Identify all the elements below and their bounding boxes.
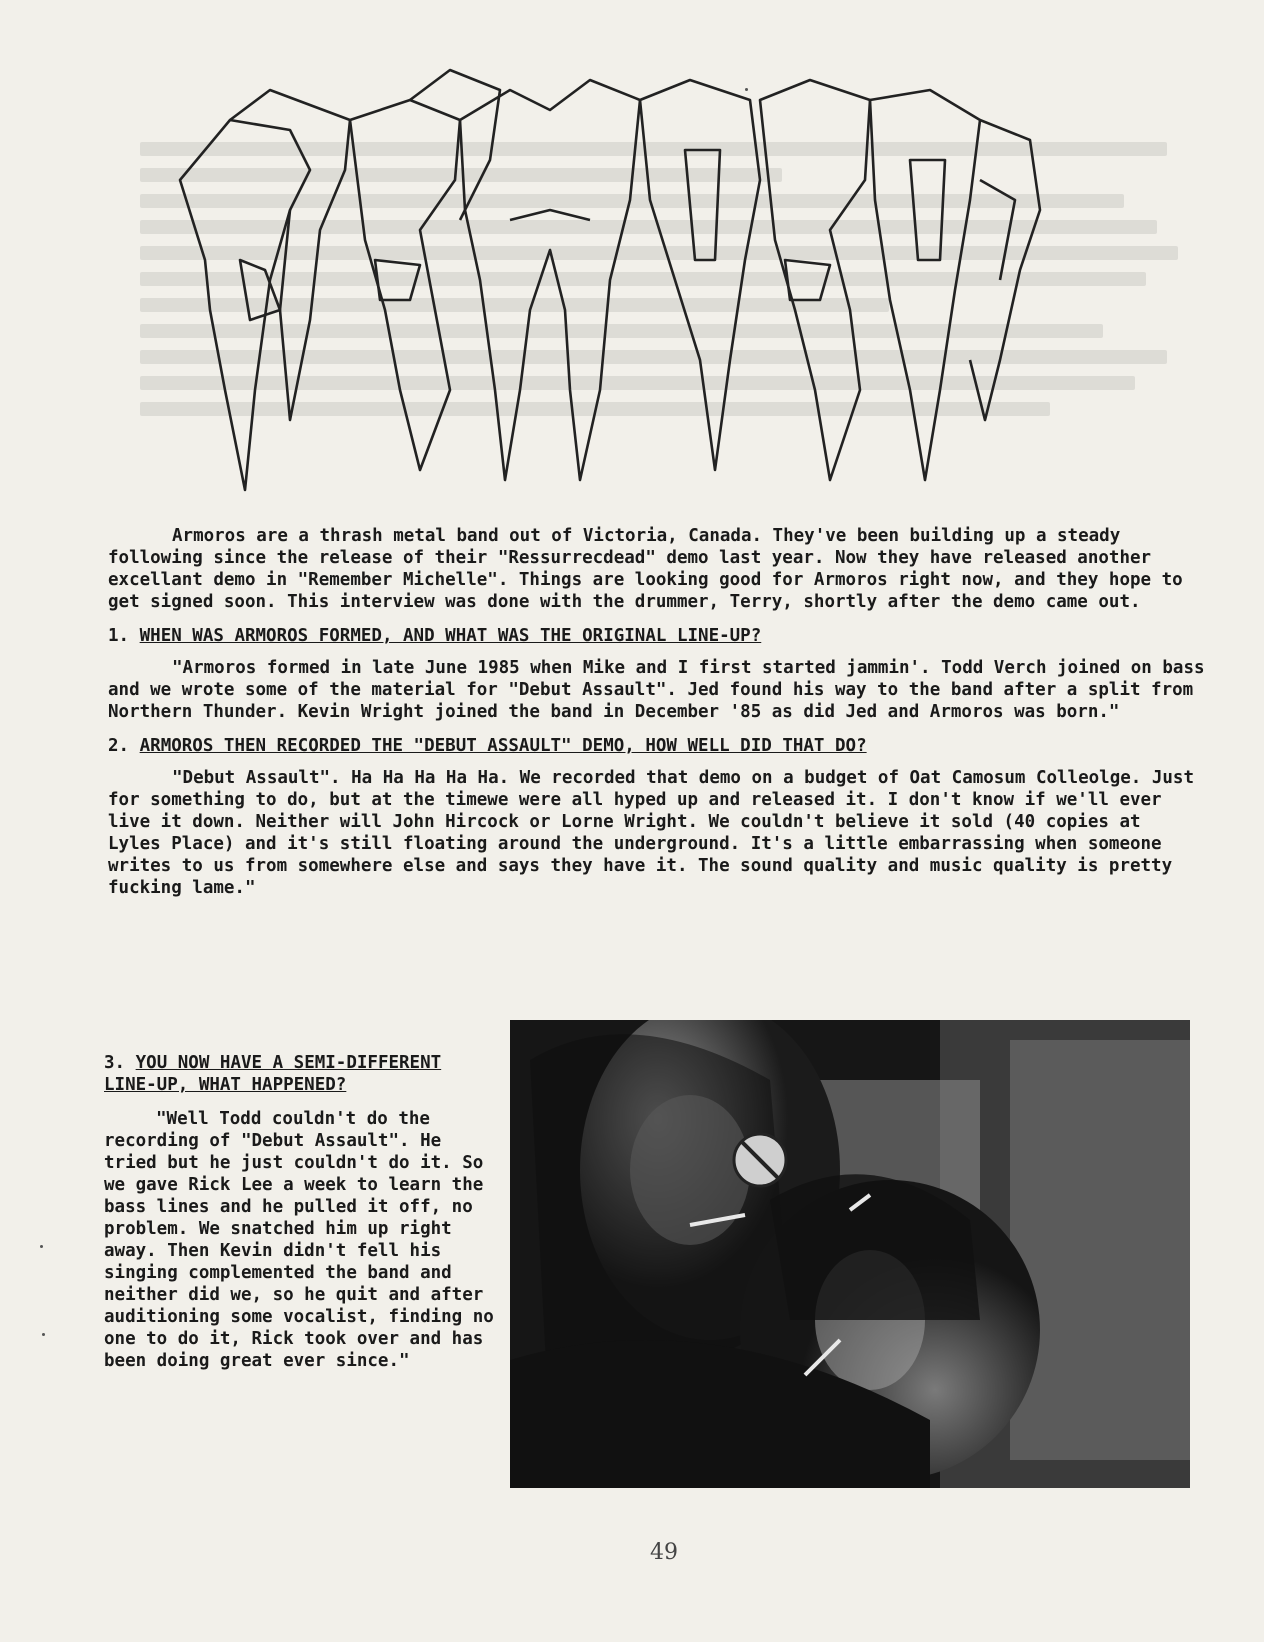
paper-speck <box>40 1245 43 1248</box>
question-3-text: YOU NOW HAVE A SEMI-DIFFERENT LINE-UP, WHAT HAPPENED? <box>104 1053 442 1095</box>
question-2-number: 2. <box>108 736 130 756</box>
armoros-logo <box>170 60 1050 530</box>
question-1-number: 1. <box>108 626 130 646</box>
question-1 <box>108 625 1218 647</box>
answer-2-text: "Debut Assault". Ha Ha Ha Ha Ha. We recorded that demo on a budget of Oat Camosum Colleolge. Just for something to do, but at the timewe were all hyped up and released it. I don't know if we'll ever live it down. Neither will John Hircock or Lorne Wright. We couldn't believe it sold (40 copies at Lyles Place) and it's still floating around the underground. It's a little embarrassing when someone writes to us from somewhere else and says they have it. The sound quality and music quality is pretty fucking lame." <box>108 768 1194 898</box>
intro-text: Armoros are a thrash metal band out of Victoria, Canada. They've been building up a steady following since the release of their "Ressurrecdead" demo last year. Now they have released another excellant demo in "Remember Michelle". Things are looking good for Armoros right now, and they hope to get signed soon. This interview was done with the drummer, Terry, shortly after the demo came out. <box>108 526 1183 612</box>
question-1-text: WHEN WAS ARMOROS FORMED, AND WHAT WAS THE ORIGINAL LINE-UP? <box>139 626 762 646</box>
question-3 <box>104 1052 504 1096</box>
answer-2 <box>108 767 1198 899</box>
paper-speck <box>42 1333 45 1336</box>
answer-3: "Well Todd couldn't do the recording of "Debut Assault". He tried but he just couldn't do it. So we gave Rick Lee a week to learn the bass lines and he pulled it off, no problem. We snatched him up right away. Then Kevin didn't fell his singing complemented the band and neither did we, so he quit and after auditioning some vocalist, finding no one to do it, Rick took over and has been doing great ever since." <box>104 1109 494 1371</box>
question-2 <box>108 735 1218 757</box>
paper-speck <box>745 88 748 91</box>
intro-paragraph <box>108 525 1218 899</box>
question-3-block <box>104 1052 504 1372</box>
band-photo <box>510 1020 1190 1488</box>
question-2-text: ARMOROS THEN RECORDED THE "DEBUT ASSAULT" DEMO, HOW WELL DID THAT DO? <box>139 736 867 756</box>
page-number: 49 <box>650 1540 678 1565</box>
question-3-number: 3. <box>104 1053 126 1073</box>
answer-1: "Armoros formed in late June 1985 when Mike and I first started jammin'. Todd Verch joined on bass and we wrote some of the material for "Debut Assault". Jed found his way to the band after a split from Northern Thunder. Kevin Wright joined the band in December '85 as did Jed and Armoros was born." <box>108 658 1205 722</box>
